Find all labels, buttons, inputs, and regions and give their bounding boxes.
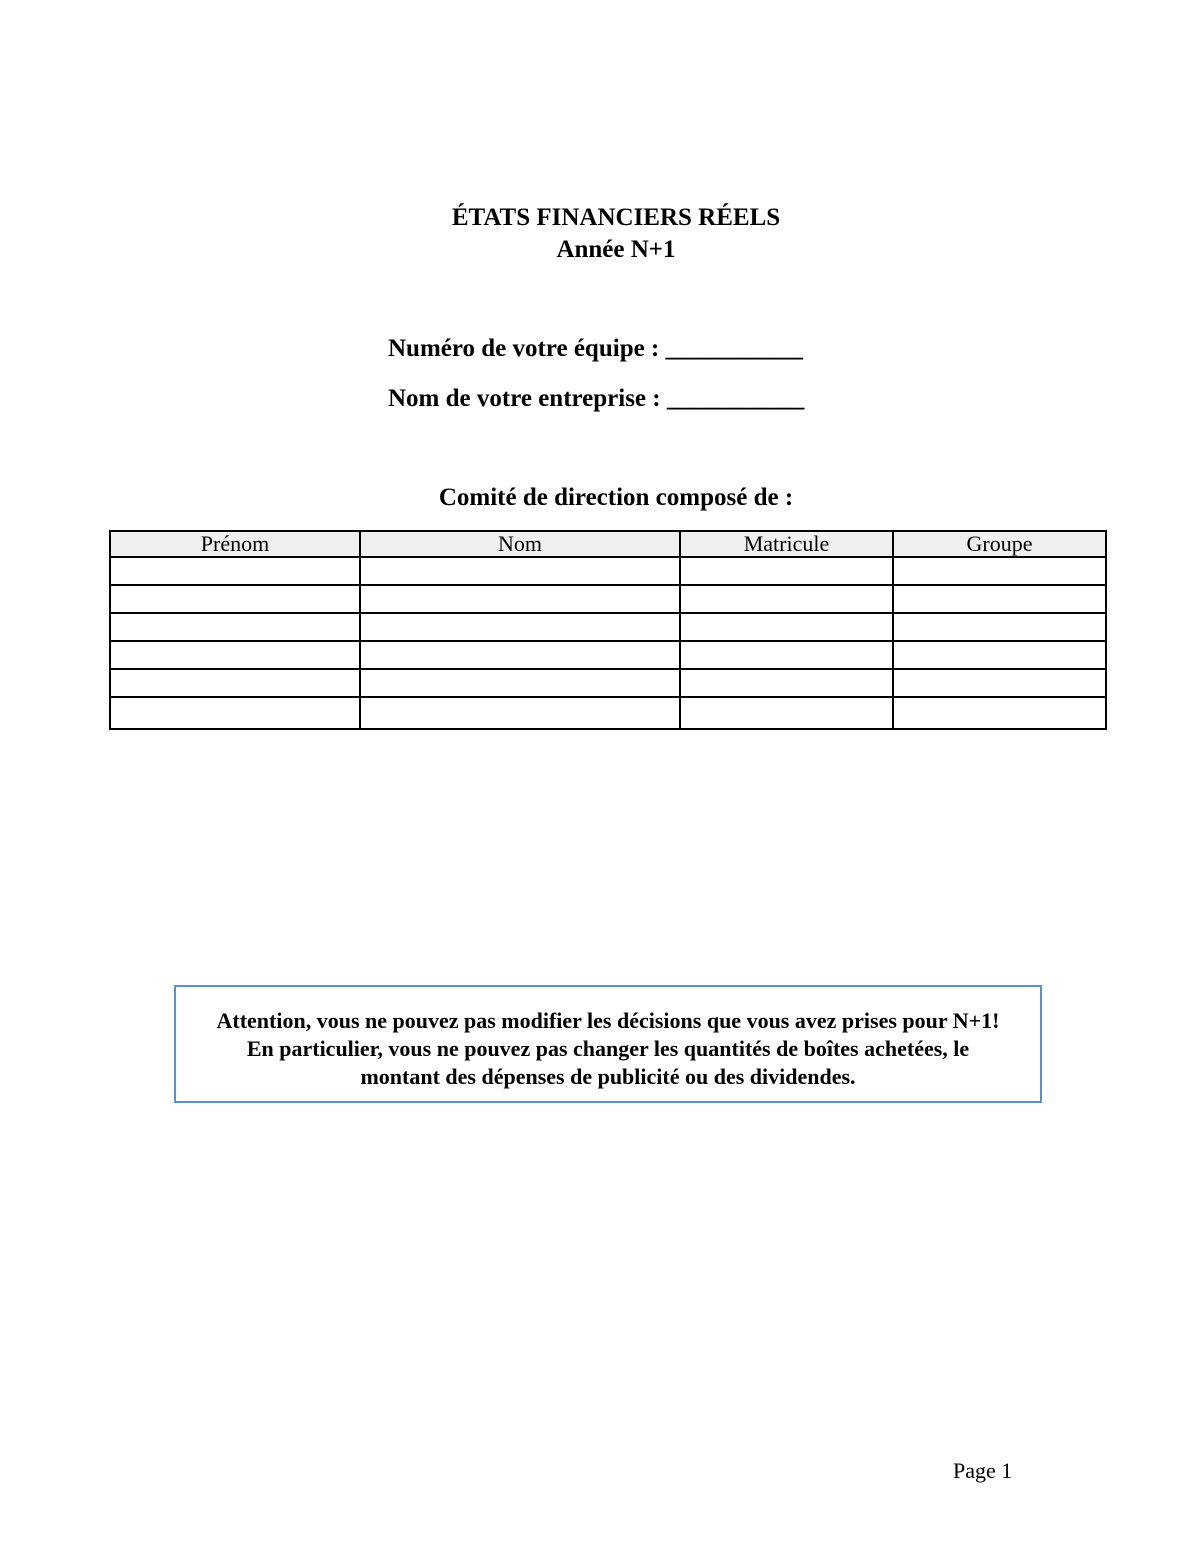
cell-nom[interactable] — [360, 697, 680, 729]
cell-nom[interactable] — [360, 613, 680, 641]
cell-matricule[interactable] — [680, 613, 893, 641]
table-row — [110, 585, 1106, 613]
table-row — [110, 557, 1106, 585]
notice-line: montant des dépenses de publicité ou des dividendes. — [360, 1064, 856, 1089]
cell-groupe[interactable] — [893, 641, 1106, 669]
cell-prenom[interactable] — [110, 669, 360, 697]
cell-prenom[interactable] — [110, 585, 360, 613]
table-row — [110, 613, 1106, 641]
committee-heading: Comité de direction composé de : — [438, 484, 794, 511]
document-subtitle: Année N+1 — [556, 236, 676, 263]
table-row — [110, 697, 1106, 729]
cell-matricule[interactable] — [680, 697, 893, 729]
cell-groupe[interactable] — [893, 613, 1106, 641]
company-name-field[interactable]: Nom de votre entreprise : ___________ — [388, 385, 805, 412]
cell-nom[interactable] — [360, 641, 680, 669]
team-number-field[interactable]: Numéro de votre équipe : ___________ — [388, 335, 804, 362]
cell-matricule[interactable] — [680, 585, 893, 613]
cell-groupe[interactable] — [893, 697, 1106, 729]
cell-prenom[interactable] — [110, 613, 360, 641]
cell-matricule[interactable] — [680, 669, 893, 697]
column-header-prenom: Prénom — [110, 531, 360, 557]
cell-prenom[interactable] — [110, 557, 360, 585]
cell-groupe[interactable] — [893, 557, 1106, 585]
cell-nom[interactable] — [360, 669, 680, 697]
notice-line: En particulier, vous ne pouvez pas changer les quantités de boîtes achetées, le — [246, 1036, 970, 1061]
cell-prenom[interactable] — [110, 641, 360, 669]
table-row — [110, 641, 1106, 669]
column-header-matricule: Matricule — [680, 531, 893, 557]
document-title: ÉTATS FINANCIERS RÉELS — [451, 204, 781, 231]
cell-groupe[interactable] — [893, 669, 1106, 697]
cell-matricule[interactable] — [680, 641, 893, 669]
table-header-row — [110, 531, 1106, 557]
column-header-groupe: Groupe — [893, 531, 1106, 557]
cell-nom[interactable] — [360, 557, 680, 585]
column-header-nom: Nom — [360, 531, 680, 557]
notice-line: Attention, vous ne pouvez pas modifier les décisions que vous avez prises pour N+1! — [216, 1008, 1000, 1033]
cell-matricule[interactable] — [680, 557, 893, 585]
cell-groupe[interactable] — [893, 585, 1106, 613]
cell-nom[interactable] — [360, 585, 680, 613]
committee-table — [109, 530, 1107, 730]
page-number: Page 1 — [953, 1458, 1013, 1483]
table-row — [110, 669, 1106, 697]
cell-prenom[interactable] — [110, 697, 360, 729]
warning-notice-box — [174, 985, 1042, 1103]
